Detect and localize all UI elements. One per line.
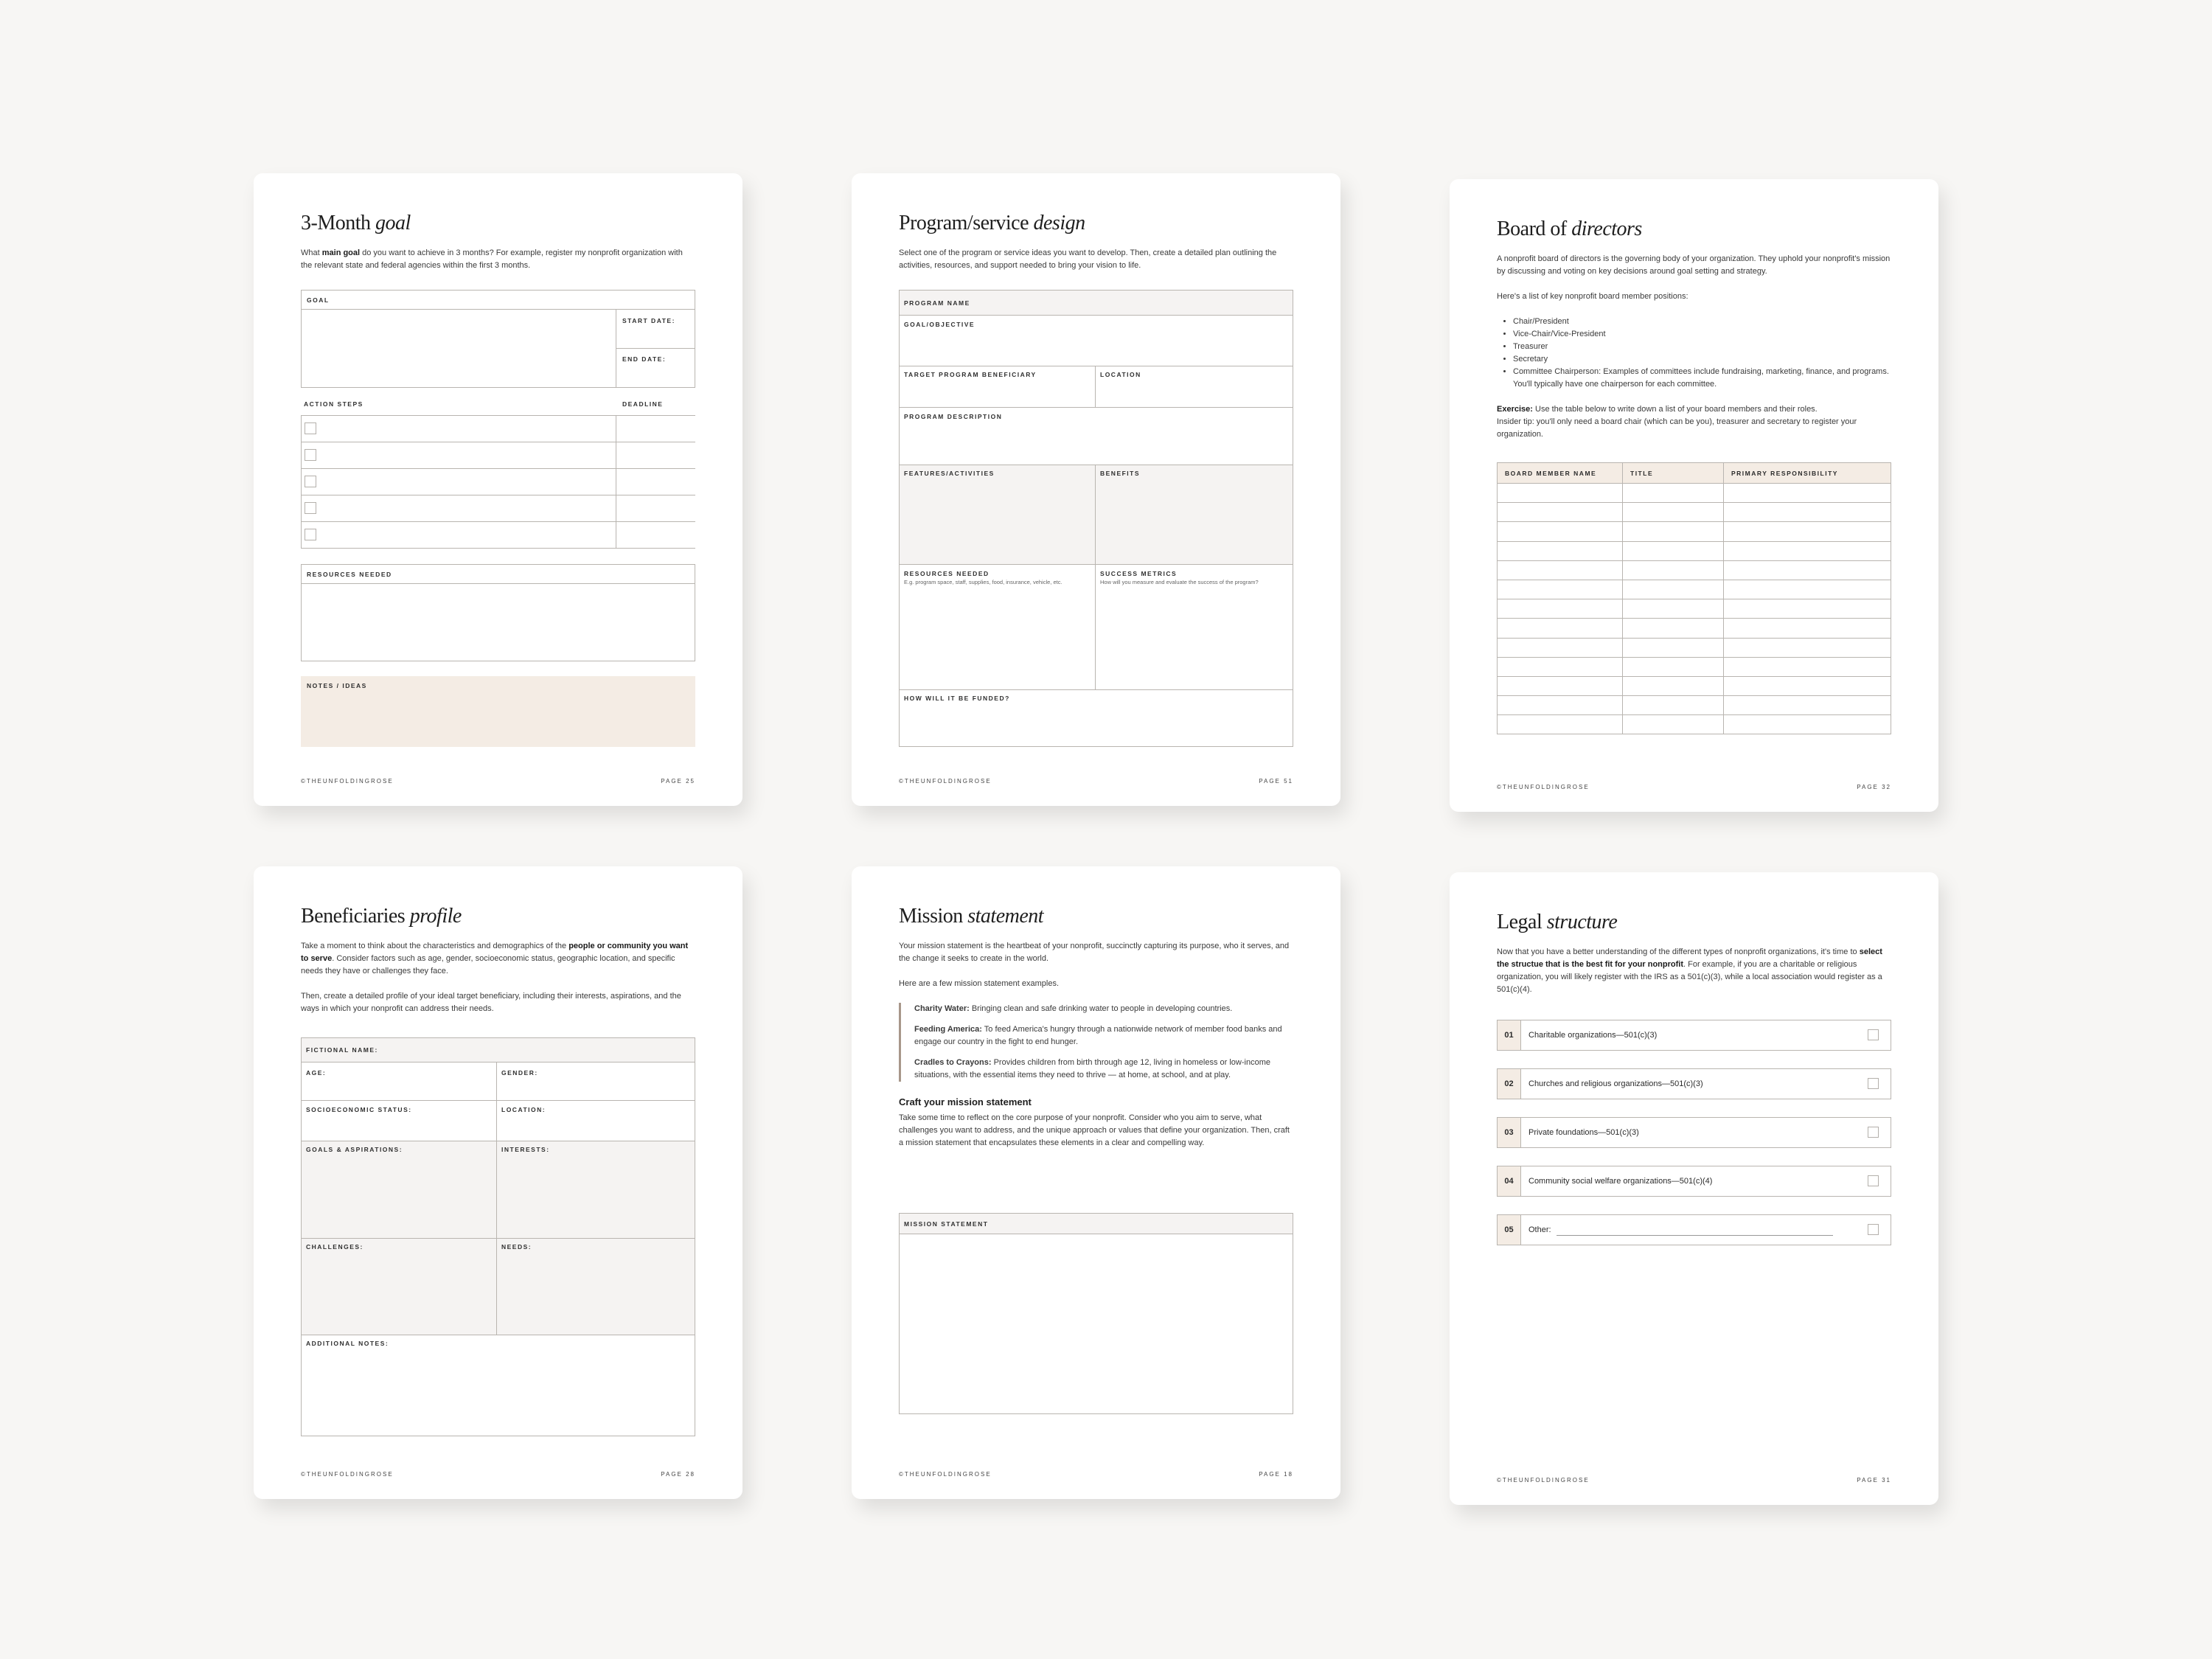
- option-number: 05: [1498, 1215, 1521, 1245]
- option-label: Community social welfare organizations—501(c)(4): [1528, 1177, 1713, 1186]
- option-checkbox[interactable]: [1868, 1078, 1879, 1089]
- intro-text: Take a moment to think about the characteristics and demographics of the people or community you want to serve. Consider factors such as age, gender, socioeconomic status, geographic location, and specific needs they have or challenges they face. Then, create a detailed profile of your ideal target beneficiary, including their interests, aspirations, and the ways in which your nonprofit can address their needs.: [301, 942, 689, 1013]
- additional-notes-label: ADDITIONAL NOTES:: [306, 1340, 389, 1347]
- interests-label: INTERESTS:: [501, 1146, 550, 1153]
- board-member-table: [1497, 462, 1891, 734]
- legal-structure-page: [1450, 872, 1938, 1505]
- action-step-checkbox[interactable]: [305, 422, 316, 434]
- resources-box[interactable]: [301, 564, 695, 661]
- age-label: AGE:: [306, 1069, 327, 1077]
- end-date-label: END DATE:: [622, 355, 667, 363]
- table-row: [1498, 696, 1891, 715]
- funding-label: HOW WILL IT BE FUNDED?: [904, 695, 1010, 702]
- metrics-label: SUCCESS METRICS: [1100, 570, 1178, 577]
- brand-mark: ©THEUNFOLDINGROSE: [301, 1471, 394, 1478]
- table-cell[interactable]: [1498, 676, 1623, 695]
- table-row: [1498, 560, 1891, 580]
- page-number: PAGE 51: [1259, 778, 1293, 785]
- page-number: PAGE 28: [661, 1471, 695, 1478]
- page-number: PAGE 31: [1857, 1477, 1891, 1484]
- resources-hint: E.g. program space, staff, supplies, food, insurance, vehicle, etc.: [904, 579, 1062, 585]
- table-cell[interactable]: [1498, 657, 1623, 676]
- table-cell[interactable]: [1623, 560, 1724, 580]
- legal-option-social-welfare[interactable]: [1497, 1166, 1891, 1197]
- option-number: 02: [1498, 1069, 1521, 1099]
- legal-option-private-foundation[interactable]: [1497, 1117, 1891, 1148]
- mission-statement-page: [852, 866, 1340, 1499]
- table-row: [1498, 522, 1891, 541]
- page-number: PAGE 32: [1857, 784, 1891, 790]
- goals-label: GOALS & ASPIRATIONS:: [306, 1146, 403, 1153]
- intro-text: A nonprofit board of directors is the governing body of your organization. They uphold your nonprofit's mission by discussing and voting on key decisions around goal setting and strategy. Here's a list of key nonprofit board member positions: • Chair/President • Vice-Chair/Vice-President • Treasurer • Secretary • Committee Chairperson: Examples of committees include fundraising, marketing, finance, and programs. You'll typically have one chairperson for each committee. Exercise: Use the table below to write down a list of your board members and their roles. Insider tip: you'll only need a board chair (which can be you), treasurer and secretary to register your organization.: [1497, 253, 1891, 441]
- table-cell[interactable]: [1724, 638, 1891, 657]
- option-checkbox[interactable]: [1868, 1175, 1879, 1186]
- list-item: • Chair/President: [1513, 316, 1891, 328]
- option-number: 03: [1498, 1118, 1521, 1147]
- page-title: 3-Month goal: [301, 212, 411, 234]
- option-checkbox[interactable]: [1868, 1127, 1879, 1138]
- program-design-page: [852, 173, 1340, 806]
- table-cell[interactable]: [1498, 599, 1623, 619]
- mission-statement-box[interactable]: [899, 1213, 1293, 1414]
- socioeconomic-label: SOCIOECONOMIC STATUS:: [306, 1106, 412, 1113]
- table-cell[interactable]: [1623, 484, 1724, 503]
- brand-mark: ©THEUNFOLDINGROSE: [1497, 1477, 1590, 1484]
- col-primary-responsibility: PRIMARY RESPONSIBILITY: [1724, 463, 1891, 484]
- option-number: 04: [1498, 1166, 1521, 1196]
- craft-heading: Craft your mission statement: [899, 1096, 1032, 1107]
- positions-list: [1513, 316, 1891, 391]
- action-step-checkbox[interactable]: [305, 529, 316, 540]
- mission-example: Cradles to Crayons: Provides children from birth through age 12, living in homeless or low-income situations, with the essential items they need to thrive — at home, at school, and at play.: [914, 1058, 1270, 1079]
- metrics-hint: How will you measure and evaluate the success of the program?: [1100, 579, 1259, 585]
- table-cell[interactable]: [1623, 715, 1724, 734]
- table-cell[interactable]: [1498, 638, 1623, 657]
- option-label: Churches and religious organizations—501(c)(3): [1528, 1079, 1703, 1088]
- fictional-name-label: FICTIONAL NAME:: [306, 1046, 378, 1054]
- table-cell[interactable]: [1724, 522, 1891, 541]
- table-cell[interactable]: [1724, 560, 1891, 580]
- table-cell[interactable]: [1724, 484, 1891, 503]
- table-row: [1498, 638, 1891, 657]
- beneficiary-label: TARGET PROGRAM BENEFICIARY: [904, 371, 1037, 378]
- table-cell[interactable]: [1623, 599, 1724, 619]
- beneficiaries-profile-page: [254, 866, 742, 1499]
- table-cell[interactable]: [1724, 599, 1891, 619]
- col-title: TITLE: [1623, 463, 1724, 484]
- needs-label: NEEDS:: [501, 1243, 532, 1251]
- table-row: [1498, 676, 1891, 695]
- challenges-label: CHALLENGES:: [306, 1243, 364, 1251]
- action-step-checkbox[interactable]: [305, 476, 316, 487]
- table-cell[interactable]: [1498, 503, 1623, 522]
- table-cell[interactable]: [1498, 696, 1623, 715]
- brand-mark: ©THEUNFOLDINGROSE: [899, 1471, 992, 1478]
- page-title: Beneficiaries profile: [301, 905, 462, 928]
- location-label: LOCATION: [1100, 371, 1141, 378]
- table-cell[interactable]: [1623, 619, 1724, 638]
- table-cell[interactable]: [1724, 657, 1891, 676]
- action-steps-label: ACTION STEPS: [304, 400, 364, 408]
- table-cell[interactable]: [1724, 503, 1891, 522]
- board-of-directors-page: [1450, 179, 1938, 812]
- col-board-member-name: BOARD MEMBER NAME: [1498, 463, 1623, 484]
- table-row: [1498, 580, 1891, 599]
- option-label: Private foundations—501(c)(3): [1528, 1128, 1639, 1137]
- table-cell[interactable]: [1498, 580, 1623, 599]
- table-cell[interactable]: [1623, 580, 1724, 599]
- table-cell[interactable]: [1724, 541, 1891, 560]
- page-number: PAGE 25: [661, 778, 695, 785]
- option-label: Other:: [1528, 1225, 1551, 1234]
- goal-objective-label: GOAL/OBJECTIVE: [904, 321, 975, 328]
- table-cell[interactable]: [1623, 522, 1724, 541]
- brand-mark: ©THEUNFOLDINGROSE: [899, 778, 992, 785]
- goal-worksheet-page: [254, 173, 742, 806]
- table-row: [1498, 503, 1891, 522]
- intro-text: Select one of the program or service ideas you want to develop. Then, create a detailed plan outlining the activities, resources, and support needed to bring your vision to life.: [899, 248, 1277, 270]
- program-name-label: PROGRAM NAME: [904, 299, 970, 307]
- table-cell[interactable]: [1498, 560, 1623, 580]
- table-row: [1498, 541, 1891, 560]
- brand-mark: ©THEUNFOLDINGROSE: [1497, 784, 1590, 790]
- gender-label: GENDER:: [501, 1069, 538, 1077]
- goal-label: GOAL: [307, 296, 330, 304]
- option-checkbox[interactable]: [1868, 1224, 1879, 1235]
- mission-statement-label: MISSION STATEMENT: [904, 1220, 989, 1228]
- list-item: • Treasurer: [1513, 341, 1891, 353]
- table-cell[interactable]: [1724, 715, 1891, 734]
- page-title: Program/service design: [899, 212, 1085, 234]
- list-item: • Vice-Chair/Vice-President: [1513, 328, 1891, 341]
- table-row: [1498, 599, 1891, 619]
- table-cell[interactable]: [1498, 522, 1623, 541]
- table-cell[interactable]: [1623, 638, 1724, 657]
- page-title: Legal structure: [1497, 911, 1618, 933]
- table-cell[interactable]: [1724, 676, 1891, 695]
- table-cell[interactable]: [1623, 657, 1724, 676]
- page-title: Board of directors: [1497, 218, 1642, 240]
- list-item: • Secretary: [1513, 353, 1891, 366]
- option-label: Charitable organizations—501(c)(3): [1528, 1031, 1658, 1040]
- table-row: [1498, 619, 1891, 638]
- page-title: Mission statement: [899, 905, 1044, 928]
- legal-option-religious[interactable]: [1497, 1068, 1891, 1099]
- table-cell[interactable]: [1623, 541, 1724, 560]
- intro-text: Your mission statement is the heartbeat of your nonprofit, succinctly capturing its purpose, who it serves, and the change it seeks to create in the world. Here are a few mission statement examples.: [899, 942, 1290, 988]
- table-cell[interactable]: [1724, 619, 1891, 638]
- table-cell[interactable]: [1724, 580, 1891, 599]
- brand-mark: ©THEUNFOLDINGROSE: [301, 778, 394, 785]
- mission-example: Charity Water: Bringing clean and safe drinking water to people in developing countries.: [914, 1004, 1233, 1013]
- action-step-checkbox[interactable]: [305, 502, 316, 514]
- intro-text: Now that you have a better understanding of the different types of nonprofit organizations, it's time to select the structue that is the best fit for your nonprofit. For example, if you are a charitable or religious organization, you will likely register with the IRS as a 501(c)(3), while a local association would register as a 501(c)(4).: [1497, 947, 1882, 994]
- table-cell[interactable]: [1498, 541, 1623, 560]
- legal-option-other[interactable]: [1497, 1214, 1891, 1245]
- table-cell[interactable]: [1498, 484, 1623, 503]
- start-date-label: START DATE:: [622, 317, 675, 324]
- list-item: • Committee Chairperson: Examples of committees include fundraising, marketing, finance, and programs. You'll typically have one chairperson for each committee.: [1513, 366, 1891, 391]
- resources-label: RESOURCES NEEDED: [904, 570, 990, 577]
- benefits-label: BENEFITS: [1100, 470, 1141, 477]
- option-number: 01: [1498, 1020, 1521, 1050]
- location-label: LOCATION:: [501, 1106, 546, 1113]
- table-cell[interactable]: [1623, 696, 1724, 715]
- mission-example: Feeding America: To feed America's hungry through a nationwide network of member food banks and engage our country in the fight to end hunger.: [914, 1025, 1282, 1046]
- table-cell[interactable]: [1623, 676, 1724, 695]
- resources-label: RESOURCES NEEDED: [307, 571, 392, 578]
- goal-box[interactable]: [301, 290, 695, 388]
- features-label: FEATURES/ACTIVITIES: [904, 470, 995, 477]
- page-number: PAGE 18: [1259, 1471, 1293, 1478]
- notes-label: NOTES / IDEAS: [307, 682, 367, 689]
- other-write-line[interactable]: [1557, 1235, 1833, 1236]
- action-step-checkbox[interactable]: [305, 449, 316, 461]
- option-checkbox[interactable]: [1868, 1029, 1879, 1040]
- table-cell[interactable]: [1498, 619, 1623, 638]
- craft-text: Take some time to reflect on the core purpose of your nonprofit. Consider who you aim to serve, what challenges you want to address, and the unique approach or values that define your organization. Then, craft a mission statement that encapsulates these elements in a clear and compelling way.: [899, 1113, 1290, 1147]
- table-row: [1498, 715, 1891, 734]
- legal-option-charitable[interactable]: [1497, 1020, 1891, 1051]
- deadline-label: DEADLINE: [622, 400, 664, 408]
- description-label: PROGRAM DESCRIPTION: [904, 413, 1003, 420]
- mission-examples: [899, 1003, 1293, 1082]
- table-row: [1498, 657, 1891, 676]
- table-row: [1498, 484, 1891, 503]
- table-cell[interactable]: [1623, 503, 1724, 522]
- intro-text: What main goal do you want to achieve in 3 months? For example, register my nonprofit organization with the relevant state and federal agencies within the first 3 months.: [301, 248, 683, 270]
- table-cell[interactable]: [1724, 696, 1891, 715]
- table-cell[interactable]: [1498, 715, 1623, 734]
